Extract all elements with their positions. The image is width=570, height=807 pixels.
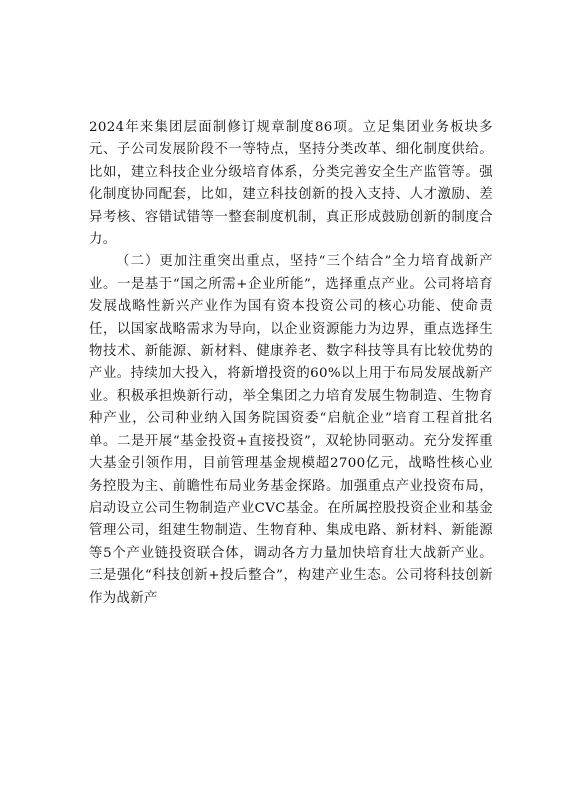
document-body [89, 117, 493, 610]
paragraph-2: （二）更加注重突出重点，坚持“三个结合”全力培育战新产业。一是基于“国之所需+企业所能”，选择重点产业。公司将培育发展战略性新兴产业作为国有资本投资公司的核心功能、使命责任，以国家战略需求为导向，以企业资源能力为边界，重点选择生物技术、新能源、新材料、健康养老、数字科技等具有比较优势的产业。持续加大投入，将新增投资的60%以上用于布局发展战新产业。积极承担焕新行动，举全集团之力培育发展生物制造、生物育种产业，公司种业纳入国务院国资委“启航企业”培育工程首批名单。二是开展“基金投资+直接投资”，双轮协同驱动。充分发挥重大基金引领作用，目前管理基金规模超2700亿元，战略性核心业务控股为主、前瞻性布局业务基金探路。加强重点产业投资布局，启动设立公司生物制造产业CVC基金。在所属控股投资企业和基金管理公司，组建生物制造、生物育种、集成电路、新材料、新能源等5个产业链投资联合体，调动各方力量加快培育壮大战新产业。三是强化“科技创新+投后整合”，构建产业生态。公司将科技创新作为战新产 [89, 254, 493, 606]
paragraph-1: 2024年来集团层面制修订规章制度86项。立足集团业务板块多元、子公司发展阶段不一等特点，坚持分类改革、细化制度供给。比如，建立科技企业分级培育体系，分类完善安全生产监管等。强化制度协同配套，比如，建立科技创新的投入支持、人才激励、差异考核、容错试错等一整套制度机制，真正形成鼓励创新的制度合力。 [89, 120, 493, 248]
